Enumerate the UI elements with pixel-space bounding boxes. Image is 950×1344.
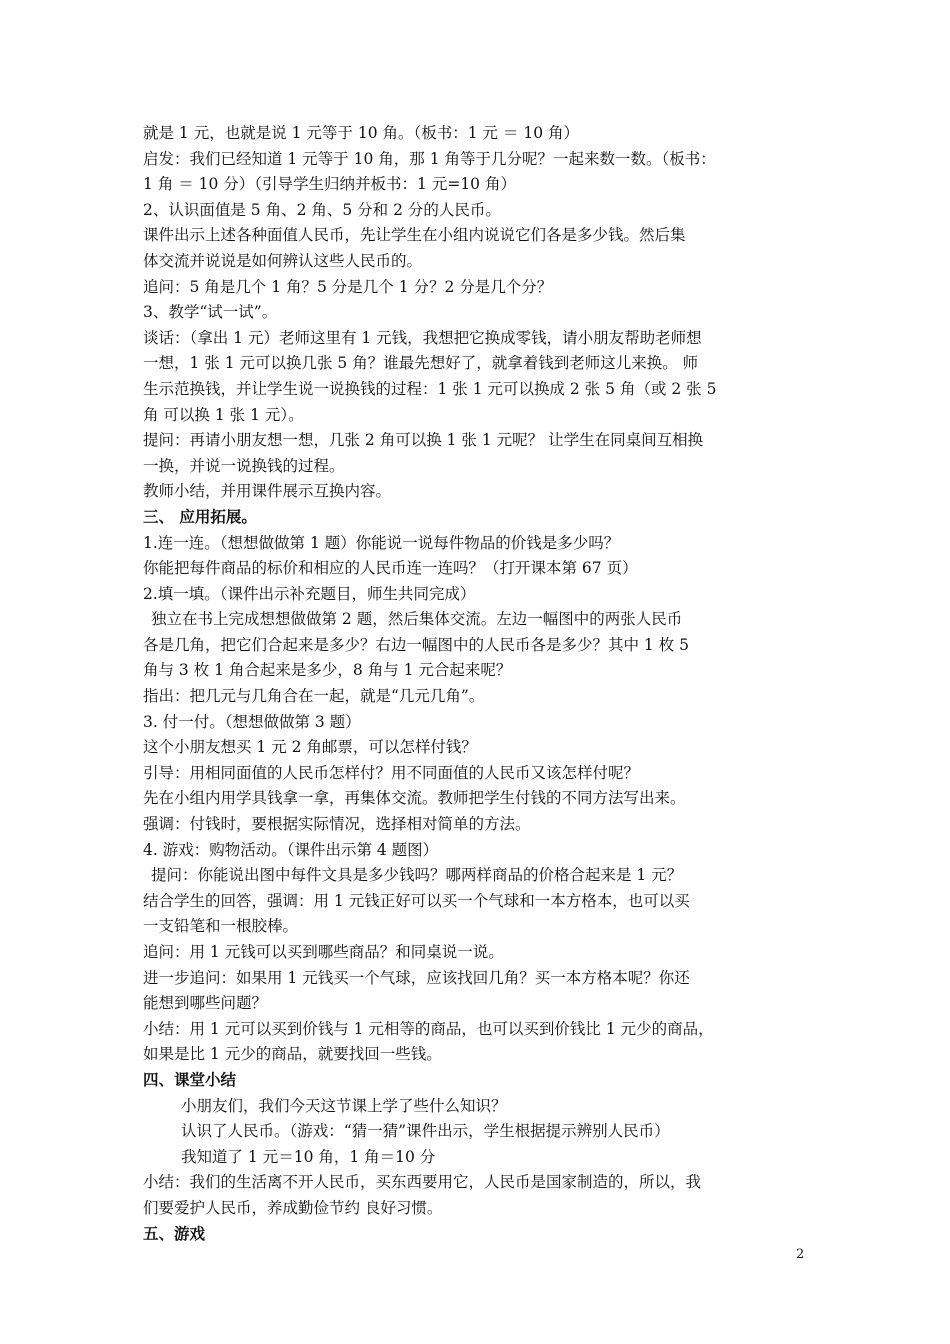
- text-line: 指出：把几元与几角合在一起，就是“几元几角”。: [143, 687, 485, 706]
- text-line: 一想，1 张 1 元可以换几张 5 角？谁最先想好了，就拿着钱到老师这儿来换。 师: [143, 354, 699, 373]
- text-line: 结合学生的回答，强调：用 1 元钱正好可以买一个气球和一本方格本，也可以买: [143, 891, 690, 910]
- text-line: 一换，并说一说换钱的过程。: [143, 456, 345, 475]
- text-line: 你能把每件商品的标价和相应的人民币连一连吗？（打开课本第 67 页）: [143, 559, 638, 578]
- text-line: 独立在书上完成想想做做第 2 题，然后集体交流。左边一幅图中的两张人民币: [151, 610, 683, 629]
- section-heading: 五、游戏: [143, 1224, 206, 1243]
- text-line: 4. 游戏：购物活动。（课件出示第 4 题图）: [143, 840, 439, 859]
- text-line: 小结：我们的生活离不开人民币，买东西要用它，人民币是国家制造的，所以，我: [143, 1173, 702, 1192]
- text-line: 教师小结，并用课件展示互换内容。: [143, 482, 392, 501]
- text-line: 1 角 ＝ 10 分）（引导学生归纳并板书：1 元=10 角）: [143, 175, 516, 194]
- section-heading: 三、 应用拓展。: [143, 507, 257, 526]
- text-line: 追问：5 角是几个 1 角？5 分是几个 1 分？2 分是几个分？: [143, 277, 553, 296]
- text-line: 2、认识面值是 5 角、2 角、5 分和 2 分的人民币。: [143, 200, 501, 219]
- text-line: 2.填一填。（课件出示补充题目，师生共同完成）: [143, 584, 476, 603]
- document-body: [143, 121, 811, 1247]
- text-line: 进一步追问：如果用 1 元钱买一个气球，应该找回几角？买一本方格本呢？你还: [143, 968, 690, 987]
- text-line: 谈话：（拿出 1 元）老师这里有 1 元钱，我想把它换成零钱，请小朋友帮助老师想: [143, 328, 702, 347]
- text-line: 强调：付钱时，要根据实际情况，选择相对简单的方法。: [143, 815, 531, 834]
- text-line: 体交流并说说是如何辨认这些人民币的。: [143, 251, 423, 270]
- text-line: 我知道了 1 元＝10 角，1 角＝10 分: [181, 1147, 436, 1166]
- text-line: 角与 3 枚 1 角合起来是多少，8 角与 1 元合起来呢？: [143, 661, 512, 680]
- text-line: 们要爱护人民币，养成勤俭节约 良好习惯。: [143, 1198, 443, 1217]
- text-line: 这个小朋友想买 1 元 2 角邮票，可以怎样付钱？: [143, 738, 477, 757]
- text-line: 小结：用 1 元可以买到价钱与 1 元相等的商品，也可以买到价钱比 1 元少的商品，: [143, 1019, 714, 1038]
- text-line: 3. 付一付。（想想做做第 3 题）: [143, 712, 361, 731]
- text-line: 生示范换钱，并让学生说一说换钱的过程：1 张 1 元可以换成 2 张 5 角（或 2 张 5: [143, 379, 717, 398]
- text-line: 就是 1 元，也就是说 1 元等于 10 角。（板书：1 元 ＝ 10 角）: [143, 124, 580, 142]
- text-line: 能想到哪些问题？: [143, 994, 268, 1013]
- text-line: 启发：我们已经知道 1 元等于 10 角，那 1 角等于几分呢？一起来数一数。（板书：: [143, 149, 716, 168]
- text-line: 角 可以换 1 张 1 元）。: [143, 405, 304, 424]
- text-line: 课件出示上述各种面值人民币，先让学生在小组内说说它们各是多少钱。然后集: [143, 226, 686, 245]
- text-line: 如果是比 1 元少的商品，就要找回一些钱。: [143, 1045, 442, 1064]
- text-line: 3、教学“试一试”。: [143, 303, 278, 322]
- text-line: 先在小组内用学具钱拿一拿，再集体交流。教师把学生付钱的不同方法写出来。: [143, 789, 686, 808]
- text-line: 各是几角，把它们合起来是多少？右边一幅图中的人民币各是多少？其中 1 枚 5: [143, 635, 690, 654]
- text-line: 一支铅笔和一根胶棒。: [143, 917, 299, 936]
- text-line: 小朋友们，我们今天这节课上学了些什么知识？: [181, 1096, 507, 1115]
- text-line: 提问：再请小朋友想一想，几张 2 角可以换 1 张 1 元呢？ 让学生在同桌间互相换: [143, 431, 704, 450]
- text-line: 1.连一连。（想想做做第 1 题）你能说一说每件物品的价钱是多少吗？: [143, 533, 620, 552]
- page-number: 2: [796, 1247, 805, 1262]
- text-line: 引导：用相同面值的人民币怎样付？用不同面值的人民币又该怎样付呢？: [143, 763, 640, 782]
- text-line: 提问：你能说出图中每件文具是多少钱吗？哪两样商品的价格合起来是 1 元？: [151, 866, 683, 885]
- text-line: 追问：用 1 元钱可以买到哪些商品？和同桌说一说。: [143, 943, 504, 961]
- text-line: 认识了人民币。（游戏：“猜一猜”课件出示，学生根据提示辨别人民币）: [181, 1122, 670, 1141]
- section-heading: 四、课堂小结: [143, 1070, 237, 1089]
